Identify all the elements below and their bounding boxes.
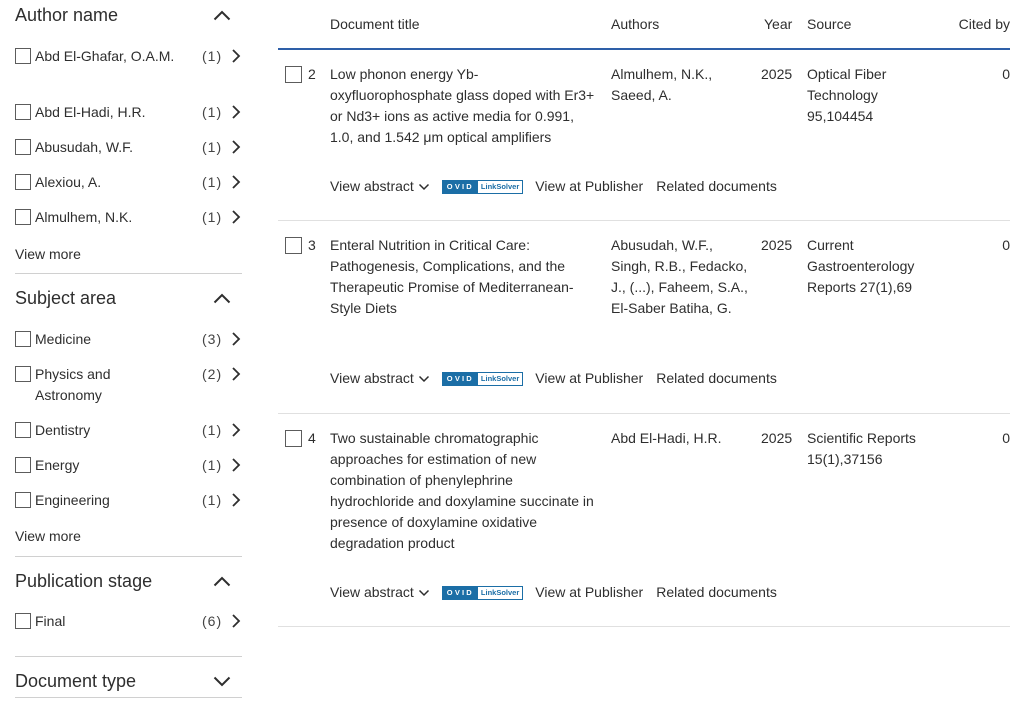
row-divider — [278, 626, 1010, 627]
chevron-up-icon[interactable] — [211, 4, 233, 26]
chevron-right-icon[interactable] — [231, 331, 243, 347]
filter-label: Physics and Astronomy — [35, 366, 111, 403]
ovid-logo-text: OVID — [443, 181, 478, 193]
row-checkbox[interactable] — [285, 66, 302, 83]
filter-item-medicine[interactable] — [15, 331, 243, 351]
table-row — [278, 64, 1010, 204]
view-abstract-button[interactable] — [330, 368, 430, 389]
source-text[interactable]: Current Gastroenterology Reports 27(1),69 — [807, 237, 915, 295]
subject-view-more-link[interactable]: View more — [15, 528, 81, 544]
filter-count: (1) — [202, 457, 223, 473]
authors-text[interactable]: Abd El-Hadi, H.R. — [611, 430, 722, 446]
related-documents-link[interactable]: Related documents — [656, 370, 777, 386]
year-text: 2025 — [761, 237, 793, 253]
filter-label: Final — [35, 613, 66, 629]
view-abstract-label: View abstract — [330, 370, 414, 386]
subject-area-section-header[interactable] — [15, 287, 243, 309]
filter-count: (1) — [202, 209, 223, 225]
ovid-logo-text: OVID — [443, 373, 478, 385]
linksolver-text: LinkSolver — [478, 373, 522, 385]
divider — [15, 697, 242, 698]
filter-item-alexiou[interactable] — [15, 174, 243, 194]
filter-label: Abd El-Hadi, H.R. — [35, 104, 146, 120]
filter-count: (1) — [202, 422, 223, 438]
row-actions — [330, 368, 777, 389]
view-at-publisher-link[interactable]: View at Publisher — [535, 178, 644, 194]
filter-item-abd-el-ghafar[interactable] — [15, 48, 243, 88]
source-text[interactable]: Optical Fiber Technology 95,104454 — [807, 66, 887, 124]
filter-checkbox[interactable] — [15, 366, 31, 382]
year-text: 2025 — [761, 430, 793, 446]
chevron-down-icon — [418, 183, 430, 191]
column-header-source[interactable]: Source — [807, 16, 852, 32]
header-divider — [278, 48, 1010, 50]
filter-count: (3) — [202, 331, 223, 347]
chevron-right-icon[interactable] — [231, 422, 243, 438]
cited-by-count: 0 — [1002, 237, 1010, 253]
row-actions — [330, 582, 777, 603]
filter-count: (1) — [202, 139, 223, 155]
section-title: Publication stage — [15, 570, 153, 591]
chevron-right-icon[interactable] — [231, 209, 243, 225]
filter-checkbox[interactable] — [15, 48, 31, 64]
filter-count: (1) — [202, 104, 223, 120]
section-title: Subject area — [15, 287, 117, 308]
filter-checkbox[interactable] — [15, 104, 31, 120]
row-number: 3 — [308, 237, 316, 253]
filter-checkbox[interactable] — [15, 331, 31, 347]
chevron-right-icon[interactable] — [231, 139, 243, 155]
cited-by-count: 0 — [1002, 66, 1010, 82]
filter-count: (1) — [202, 492, 223, 508]
filter-label: Alexiou, A. — [35, 174, 102, 190]
chevron-right-icon[interactable] — [231, 457, 243, 473]
filter-item-dentistry[interactable] — [15, 422, 243, 442]
row-checkbox[interactable] — [285, 430, 302, 447]
divider — [15, 273, 242, 274]
column-header-authors[interactable]: Authors — [611, 16, 660, 32]
related-documents-link[interactable]: Related documents — [656, 178, 777, 194]
filter-item-almulhem[interactable] — [15, 209, 243, 229]
chevron-right-icon[interactable] — [231, 174, 243, 190]
chevron-right-icon[interactable] — [231, 48, 243, 64]
view-abstract-label: View abstract — [330, 584, 414, 600]
chevron-down-icon — [418, 375, 430, 383]
chevron-right-icon[interactable] — [231, 104, 243, 120]
author-view-more-link[interactable]: View more — [15, 246, 81, 262]
filter-item-physics-astronomy[interactable] — [15, 366, 243, 406]
table-row — [278, 428, 1010, 608]
chevron-right-icon[interactable] — [231, 613, 243, 629]
linksolver-button[interactable] — [442, 180, 524, 194]
column-header-cited-by[interactable]: Cited by — [958, 16, 1010, 32]
authors-text[interactable]: Abusudah, W.F., Singh, R.B., Fedacko, J., (...), Faheem, S.A., El-Saber Batiha, G. — [611, 237, 748, 316]
row-number: 2 — [308, 66, 316, 82]
filter-item-engineering[interactable] — [15, 492, 243, 512]
filter-checkbox[interactable] — [15, 492, 31, 508]
filter-checkbox[interactable] — [15, 174, 31, 190]
column-header-title[interactable]: Document title — [330, 16, 420, 32]
filter-checkbox[interactable] — [15, 613, 31, 629]
filter-label: Engineering — [35, 492, 110, 508]
linksolver-text: LinkSolver — [478, 587, 522, 599]
section-title: Document type — [15, 670, 137, 691]
view-at-publisher-link[interactable]: View at Publisher — [535, 584, 644, 600]
filter-item-energy[interactable] — [15, 457, 243, 477]
author-name-section-header[interactable] — [15, 4, 243, 26]
related-documents-link[interactable]: Related documents — [656, 584, 777, 600]
filter-label: Medicine — [35, 331, 92, 347]
view-abstract-button[interactable] — [330, 582, 430, 603]
chevron-right-icon[interactable] — [231, 366, 243, 382]
divider — [15, 656, 242, 657]
row-divider — [278, 220, 1010, 221]
view-abstract-button[interactable] — [330, 176, 430, 197]
chevron-down-icon[interactable] — [211, 670, 233, 692]
authors-text[interactable]: Almulhem, N.K., Saeed, A. — [611, 66, 713, 103]
document-title-link[interactable]: Low phonon energy Yb-oxyfluorophosphate glass doped with Er3+ or Nd3+ ions as active media for 0.991, 1.0, and 1.542 μm optical amplifiers — [330, 66, 595, 145]
view-at-publisher-link[interactable]: View at Publisher — [535, 370, 644, 386]
row-number: 4 — [308, 430, 316, 446]
filter-label: Dentistry — [35, 422, 91, 438]
document-title-link[interactable]: Two sustainable chromatographic approaches for estimation of new combination of phenylephrine hydrochloride and doxylamine succinate in presence of doxylamine oxidative degradation product — [330, 430, 594, 551]
cited-by-count: 0 — [1002, 430, 1010, 446]
source-text[interactable]: Scientific Reports 15(1),37156 — [807, 430, 916, 467]
filter-label: Energy — [35, 457, 80, 473]
linksolver-button[interactable] — [442, 372, 524, 386]
row-actions — [330, 176, 777, 197]
row-divider — [278, 413, 1010, 414]
document-type-section-header[interactable] — [15, 670, 243, 692]
column-header-year[interactable]: Year — [764, 16, 793, 32]
filter-count: (1) — [202, 174, 223, 190]
chevron-up-icon[interactable] — [211, 570, 233, 592]
chevron-down-icon — [418, 589, 430, 597]
filter-checkbox[interactable] — [15, 457, 31, 473]
filter-checkbox[interactable] — [15, 209, 31, 225]
linksolver-text: LinkSolver — [478, 181, 522, 193]
table-row — [278, 235, 1010, 395]
filter-item-abd-el-hadi[interactable] — [15, 104, 243, 124]
document-title-link[interactable]: Enteral Nutrition in Critical Care: Pathogenesis, Complications, and the Therapeutic Promise of Mediterranean-Style Diets — [330, 237, 574, 316]
filter-count: (6) — [202, 613, 223, 629]
filter-item-final[interactable] — [15, 613, 243, 633]
publication-stage-section-header[interactable] — [15, 570, 243, 592]
linksolver-button[interactable] — [442, 586, 524, 600]
ovid-logo-text: OVID — [443, 587, 478, 599]
year-text: 2025 — [761, 66, 793, 82]
filter-count: (1) — [202, 48, 223, 64]
filter-item-abusudah[interactable] — [15, 139, 243, 159]
filter-count: (2) — [202, 366, 223, 382]
divider — [15, 556, 242, 557]
filter-label: Abd El-Ghafar, O.A.M. — [35, 48, 175, 64]
chevron-right-icon[interactable] — [231, 492, 243, 508]
filter-label: Abusudah, W.F. — [35, 139, 134, 155]
section-title: Author name — [15, 4, 119, 25]
view-abstract-label: View abstract — [330, 178, 414, 194]
filter-checkbox[interactable] — [15, 139, 31, 155]
filter-checkbox[interactable] — [15, 422, 31, 438]
filter-label: Almulhem, N.K. — [35, 209, 133, 225]
row-checkbox[interactable] — [285, 237, 302, 254]
chevron-up-icon[interactable] — [211, 287, 233, 309]
